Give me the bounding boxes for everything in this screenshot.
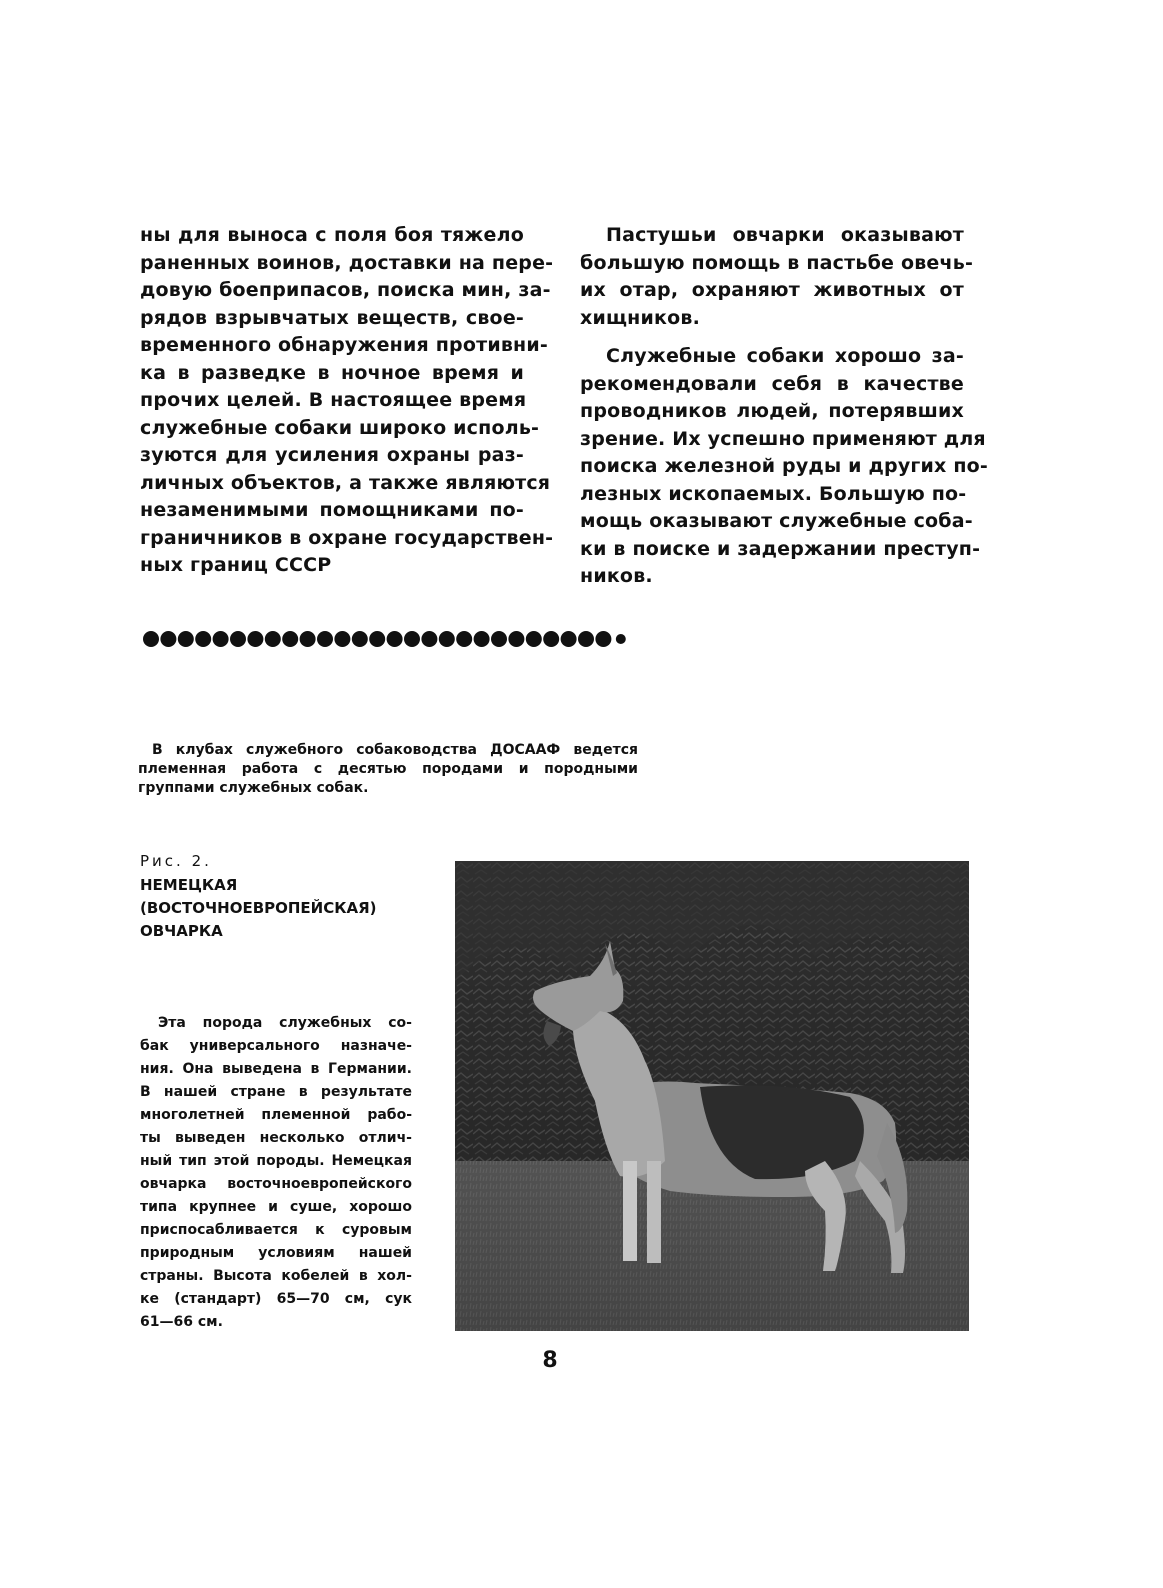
separator-dot (317, 631, 333, 647)
text-line: поиска железной руды и других по- (580, 455, 988, 477)
text-line: ке (стандарт) 65—70 см, сук (140, 1291, 412, 1307)
separator-dot (404, 631, 420, 647)
text-line: многолетней племенной рабо- (140, 1107, 412, 1123)
separator-dot (421, 631, 437, 647)
dog-photo (455, 861, 969, 1331)
text-line: В клубах служебного собаководства ДОСААФ ведется (152, 742, 638, 758)
separator-dot (456, 631, 472, 647)
text-line: хищников. (580, 306, 701, 329)
text-line: довую боеприпасов, поиска мин, за- (140, 279, 551, 301)
separator-dot (543, 631, 559, 647)
text-line: ка в разведке в ночное время и (140, 361, 524, 384)
figure-title-line: ОВЧАРКА (140, 922, 223, 940)
text-line: раненных воинов, доставки на пере- (140, 251, 554, 274)
text-line: ный тип этой породы. Немецкая (140, 1153, 412, 1169)
figure-title-line: НЕМЕЦКАЯ (140, 876, 238, 894)
text-line: их отар, охраняют животных от (580, 279, 964, 301)
separator-dot (616, 634, 626, 644)
separator-dot (595, 631, 611, 647)
text-line: 61—66 см. (140, 1314, 223, 1330)
separator-dot (213, 631, 229, 647)
separator-dot (247, 631, 263, 647)
paragraph-shepherds (580, 222, 974, 332)
separator-dot (282, 631, 298, 647)
separator-dot (195, 631, 211, 647)
separator-dot (387, 631, 403, 647)
separator-dot (143, 631, 159, 647)
text-line: временного обнаружения противни- (140, 334, 548, 356)
paragraph-service-dogs (580, 343, 988, 591)
dotted-separator (142, 628, 642, 650)
text-line: проводников людей, потерявших (580, 400, 964, 422)
separator-dot (369, 631, 385, 647)
separator-dot (439, 631, 455, 647)
separator-dot (265, 631, 281, 647)
text-line: племенная работа с десятью породами и породными (138, 761, 638, 777)
text-line: ния. Она выведена в Германии. (140, 1061, 412, 1077)
text-line: рядов взрывчатых веществ, свое- (140, 306, 524, 329)
text-line: приспосабливается к суровым (140, 1222, 412, 1238)
text-line: Эта порода служебных со- (158, 1015, 412, 1031)
right-text-column (580, 222, 988, 591)
separator-dot (578, 631, 594, 647)
text-line: страны. Высота кобелей в хол- (140, 1268, 412, 1284)
text-line: зрение. Их успешно применяют для (580, 427, 986, 450)
figure-title-line: (ВОСТОЧНОЕВРОПЕЙСКАЯ) (140, 899, 377, 917)
text-line: личных объектов, а также являются (140, 471, 551, 494)
figure-title (140, 874, 430, 943)
separator-dot (230, 631, 246, 647)
separator-dot (508, 631, 524, 647)
separator-dot (300, 631, 316, 647)
text-line: прочих целей. В настоящее время (140, 389, 527, 411)
text-line: овчарка восточноевропейского (140, 1176, 412, 1192)
separator-dot (474, 631, 490, 647)
figure-label: Рис. 2. (140, 852, 212, 870)
separator-dot (160, 631, 176, 647)
text-line: Пастушьи овчарки оказывают (606, 224, 964, 246)
text-line: служебные собаки широко исполь- (140, 416, 540, 439)
text-line: ников. (580, 565, 653, 587)
separator-dot (352, 631, 368, 647)
breed-description (140, 1012, 412, 1334)
text-line: ты выведен несколько отлич- (140, 1130, 412, 1146)
text-line: природным условиям нашей (140, 1245, 412, 1261)
text-line: большую помощь в пастьбе овечь- (580, 251, 974, 274)
text-line: мощь оказывают служебные соба- (580, 510, 973, 532)
separator-dot (561, 631, 577, 647)
separator-dot (491, 631, 507, 647)
text-line: рекомендовали себя в качестве (580, 372, 964, 395)
text-line: граничников в охране государствен- (140, 526, 554, 549)
text-line: Служебные собаки хорошо за- (606, 345, 964, 367)
text-line: группами служебных собак. (138, 780, 369, 796)
text-line: ки в поиске и задержании преступ- (580, 537, 981, 560)
separator-dot (334, 631, 350, 647)
page-number: 8 (542, 1348, 558, 1373)
text-line: незаменимыми помощниками по- (140, 499, 524, 521)
left-text-column (140, 222, 554, 580)
text-line: лезных ископаемых. Большую по- (580, 482, 967, 505)
text-line: ны для выноса с поля боя тяжело (140, 224, 524, 246)
text-line: зуются для усиления охраны раз- (140, 444, 524, 466)
text-line: типа крупнее и суше, хорошо (140, 1199, 412, 1215)
text-line: В нашей стране в результате (140, 1084, 412, 1100)
text-line: бак универсального назначе- (140, 1038, 412, 1054)
separator-dot (178, 631, 194, 647)
text-line: ных границ СССР (140, 554, 332, 576)
separator-dot (526, 631, 542, 647)
section-intro (138, 741, 638, 798)
